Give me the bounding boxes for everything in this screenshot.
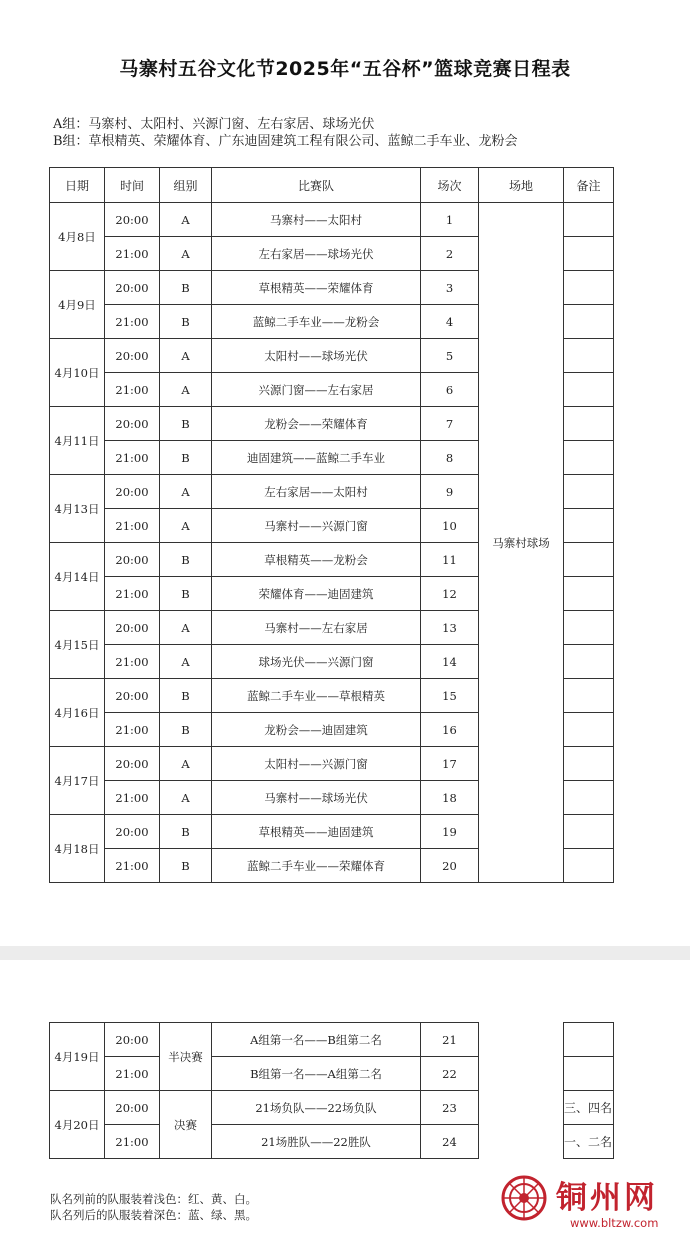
time-cell: 21:00 [105,781,160,815]
game-number-cell: 10 [421,509,479,543]
date-cell: 4月19日 [50,1023,105,1091]
group-cell: B [160,543,212,577]
game-number-cell: 13 [421,611,479,645]
game-number-cell: 23 [421,1091,479,1125]
remarks-cell [564,475,614,509]
time-cell: 20:00 [105,1023,160,1057]
match-cell: 马寨村——太阳村 [212,203,421,237]
time-cell: 20:00 [105,747,160,781]
group-cell: B [160,849,212,883]
group-cell: B [160,305,212,339]
group-cell: A [160,611,212,645]
time-cell: 21:00 [105,577,160,611]
remarks-cell [564,611,614,645]
group-cell: A [160,781,212,815]
group-cell: A [160,339,212,373]
remarks-cell [564,441,614,475]
group-cell: B [160,815,212,849]
page-title: 马寨村五谷文化节2025年“五谷杯”篮球竞赛日程表 [119,58,571,80]
remarks-cell [564,1057,614,1091]
match-cell: 荣耀体育——迪固建筑 [212,577,421,611]
match-cell: 蓝鲸二手车业——龙粉会 [212,305,421,339]
game-number-cell: 11 [421,543,479,577]
match-cell: 草根精英——迪固建筑 [212,815,421,849]
time-cell: 21:00 [105,1057,160,1091]
match-cell: 草根精英——龙粉会 [212,543,421,577]
time-cell: 20:00 [105,475,160,509]
date-cell: 4月8日 [50,203,105,271]
game-number-cell: 15 [421,679,479,713]
match-cell: 太阳村——球场光伏 [212,339,421,373]
column-header: 场地 [479,168,564,203]
watermark-logo-icon [500,1174,548,1222]
remarks-cell [564,1023,614,1057]
stage-cell: 半决赛 [160,1023,212,1091]
time-cell: 21:00 [105,373,160,407]
remarks-cell [564,305,614,339]
group-stage-schedule-table [49,167,614,883]
remarks-cell [564,407,614,441]
header-row [50,168,614,203]
game-number-cell: 20 [421,849,479,883]
watermark-name: 铜州网 [556,1180,658,1216]
match-cell: 草根精英——荣耀体育 [212,271,421,305]
group-cell: A [160,509,212,543]
time-cell: 20:00 [105,679,160,713]
watermark-url: www.bltzw.com [570,1216,659,1230]
match-cell: A组第一名——B组第二名 [212,1023,421,1057]
match-cell: 龙粉会——荣耀体育 [212,407,421,441]
game-number-cell: 3 [421,271,479,305]
group-cell: A [160,747,212,781]
date-cell: 4月16日 [50,679,105,747]
game-number-cell: 17 [421,747,479,781]
remarks-cell [564,713,614,747]
match-cell: B组第一名——A组第二名 [212,1057,421,1091]
remarks-cell: 一、二名 [564,1125,614,1159]
date-cell: 4月11日 [50,407,105,475]
jersey-notes [50,1191,257,1223]
remarks-cell [564,339,614,373]
group-cell: A [160,645,212,679]
remarks-cell [564,271,614,305]
date-cell: 4月18日 [50,815,105,883]
group-cell: B [160,271,212,305]
date-cell: 4月17日 [50,747,105,815]
column-header: 比赛队 [212,168,421,203]
match-cell: 迪固建筑——蓝鲸二手车业 [212,441,421,475]
time-cell: 21:00 [105,645,160,679]
group-a-teams: A组：马寨村、太阳村、兴源门窗、左右家居、球场光伏 [53,117,375,132]
venue-cell: 马寨村球场 [479,203,564,883]
time-cell: 20:00 [105,203,160,237]
match-cell: 左右家居——球场光伏 [212,237,421,271]
game-number-cell: 12 [421,577,479,611]
game-number-cell: 5 [421,339,479,373]
game-number-cell: 14 [421,645,479,679]
remarks-cell [564,237,614,271]
date-cell: 4月20日 [50,1091,105,1159]
game-number-cell: 22 [421,1057,479,1091]
time-cell: 21:00 [105,849,160,883]
match-cell: 兴源门窗——左右家居 [212,373,421,407]
table-row [50,203,614,237]
group-cell: A [160,203,212,237]
match-cell: 太阳村——兴源门窗 [212,747,421,781]
game-number-cell: 19 [421,815,479,849]
table-row [50,1023,614,1057]
venue-cell [479,1023,564,1159]
remarks-cell [564,781,614,815]
remarks-cell [564,849,614,883]
group-cell: A [160,237,212,271]
column-header: 日期 [50,168,105,203]
match-cell: 球场光伏——兴源门窗 [212,645,421,679]
match-cell: 21场胜队——22胜队 [212,1125,421,1159]
group-cell: A [160,373,212,407]
remarks-cell [564,645,614,679]
time-cell: 20:00 [105,407,160,441]
game-number-cell: 2 [421,237,479,271]
game-number-cell: 8 [421,441,479,475]
date-cell: 4月14日 [50,543,105,611]
remarks-cell [564,577,614,611]
group-b-teams: B组：草根精英、荣耀体育、广东迪固建筑工程有限公司、蓝鲸二手车业、龙粉会 [53,134,518,149]
note-dark-jersey: 队名列后的队服装着深色：蓝、绿、黑。 [50,1208,257,1222]
game-number-cell: 1 [421,203,479,237]
group-cell: B [160,577,212,611]
remarks-cell: 三、四名 [564,1091,614,1125]
time-cell: 21:00 [105,305,160,339]
column-header: 备注 [564,168,614,203]
knockout-schedule-table [49,1022,614,1159]
time-cell: 20:00 [105,339,160,373]
group-cell: B [160,713,212,747]
time-cell: 21:00 [105,509,160,543]
match-cell: 马寨村——球场光伏 [212,781,421,815]
watermark [498,1170,690,1238]
time-cell: 20:00 [105,815,160,849]
date-cell: 4月15日 [50,611,105,679]
match-cell: 左右家居——太阳村 [212,475,421,509]
remarks-cell [564,679,614,713]
match-cell: 蓝鲸二手车业——荣耀体育 [212,849,421,883]
note-light-jersey: 队名列前的队服装着浅色：红、黄、白。 [50,1192,257,1206]
time-cell: 21:00 [105,713,160,747]
match-cell: 马寨村——兴源门窗 [212,509,421,543]
column-header: 场次 [421,168,479,203]
stage-cell: 决赛 [160,1091,212,1159]
game-number-cell: 9 [421,475,479,509]
time-cell: 21:00 [105,237,160,271]
game-number-cell: 7 [421,407,479,441]
game-number-cell: 6 [421,373,479,407]
time-cell: 20:00 [105,1091,160,1125]
match-cell: 21场负队——22场负队 [212,1091,421,1125]
date-cell: 4月9日 [50,271,105,339]
time-cell: 20:00 [105,611,160,645]
remarks-cell [564,373,614,407]
remarks-cell [564,203,614,237]
group-cell: B [160,407,212,441]
group-cell: B [160,441,212,475]
remarks-cell [564,543,614,577]
game-number-cell: 16 [421,713,479,747]
remarks-cell [564,509,614,543]
time-cell: 21:00 [105,1125,160,1159]
match-cell: 蓝鲸二手车业——草根精英 [212,679,421,713]
column-header: 时间 [105,168,160,203]
group-cell: B [160,679,212,713]
time-cell: 20:00 [105,543,160,577]
remarks-cell [564,815,614,849]
remarks-cell [564,747,614,781]
game-number-cell: 21 [421,1023,479,1057]
game-number-cell: 4 [421,305,479,339]
group-cell: A [160,475,212,509]
group-list [53,116,518,150]
game-number-cell: 18 [421,781,479,815]
time-cell: 21:00 [105,441,160,475]
time-cell: 20:00 [105,271,160,305]
match-cell: 龙粉会——迪固建筑 [212,713,421,747]
column-header: 组别 [160,168,212,203]
game-number-cell: 24 [421,1125,479,1159]
match-cell: 马寨村——左右家居 [212,611,421,645]
date-cell: 4月10日 [50,339,105,407]
date-cell: 4月13日 [50,475,105,543]
